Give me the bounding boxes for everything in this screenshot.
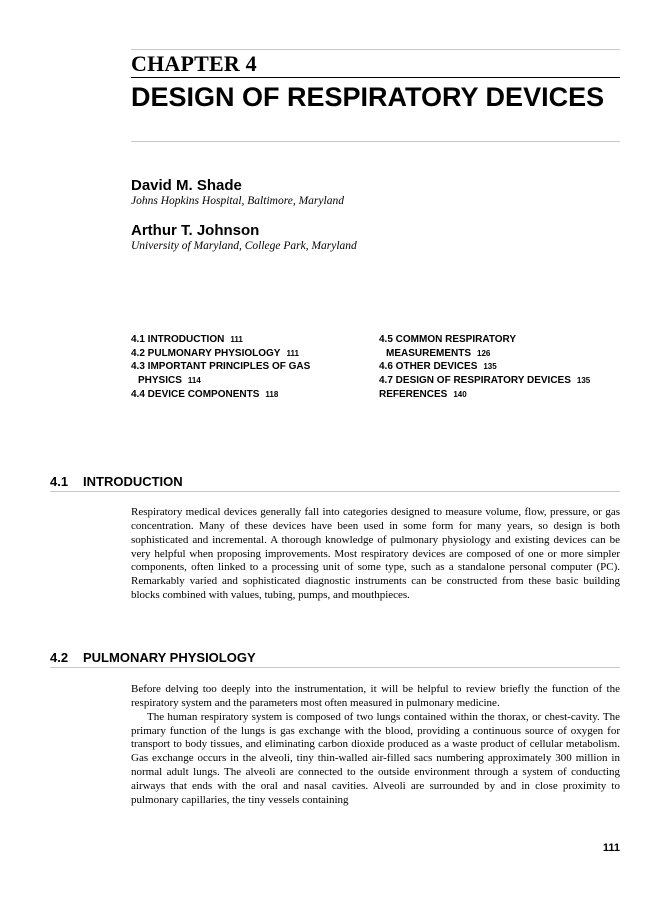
- toc-left-column: [131, 333, 371, 402]
- section-rule: [50, 491, 620, 492]
- top-rule: [131, 49, 620, 50]
- toc-entry[interactable]: [379, 388, 624, 402]
- toc-entry-page: 118: [265, 389, 279, 399]
- section-heading: [50, 650, 620, 665]
- title-rule: [131, 141, 620, 142]
- toc-entry-page: 111: [286, 348, 299, 358]
- toc-entry-page: 135: [576, 376, 591, 386]
- toc-entry-label: 4.6 OTHER DEVICES: [379, 361, 478, 373]
- toc-entry-label: 4.7 DESIGN OF RESPIRATORY DEVICES: [379, 375, 571, 387]
- section-title: PULMONARY PHYSIOLOGY: [83, 650, 256, 665]
- toc-entry-label: 4.4 DEVICE COMPONENTS: [131, 388, 260, 400]
- author-affiliation: Johns Hopkins Hospital, Baltimore, Maryland: [131, 195, 344, 207]
- toc-entry[interactable]: [379, 333, 624, 347]
- author-name: David M. Shade: [131, 177, 242, 194]
- toc-entry-label: REFERENCES: [379, 388, 448, 400]
- toc-entry-page: 135: [483, 362, 497, 372]
- section-body: [131, 683, 620, 808]
- toc-entry[interactable]: [131, 333, 371, 347]
- body-paragraph: Respiratory medical devices generally fall into categories designed to measure volume, flow, pressure, or gas concentration. Many of these devices have been used in some form for many years, so design is both sophisticated and incremental. A thorough knowledge of pulmonary physiology and existing devices can be very helpful when proposing improvements. Most respiratory devices are composed of one or more simpler components, often linked to a processing unit of some type, such as a standalone personal computer (PC). Remarkably varied and sophisticated diagnostic instruments can be constructed from these basic building blocks combined with values, tubing, pumps, and mouthpieces.: [131, 506, 620, 602]
- toc-entry[interactable]: [379, 360, 624, 374]
- toc-entry[interactable]: [379, 374, 624, 388]
- toc-entry-page: 114: [187, 376, 201, 386]
- section-heading: [50, 474, 620, 489]
- section-title: INTRODUCTION: [83, 474, 183, 489]
- section-rule: [50, 667, 620, 668]
- toc-entry-page: 126: [477, 348, 491, 358]
- toc-right-column: [379, 333, 624, 402]
- chapter-label: CHAPTER 4: [131, 51, 257, 76]
- page-number: 111: [602, 842, 620, 854]
- author-name: Arthur T. Johnson: [131, 222, 260, 239]
- toc-entry-continuation[interactable]: [131, 374, 371, 388]
- toc-entry-continuation[interactable]: [379, 347, 624, 361]
- section-number: 4.2: [50, 650, 69, 665]
- toc-entry[interactable]: [131, 388, 371, 402]
- toc-entry-label: 4.5 COMMON RESPIRATORY: [379, 334, 517, 345]
- section-number: 4.1: [50, 474, 69, 489]
- body-paragraph: The human respiratory system is composed of two lungs contained within the thorax, or chest-cavity. The primary function of the lungs is gas exchange with the blood, providing a continuous source of oxygen for transport to body tissues, and eliminating carbon dioxide produced as a waste product of cellular metabolism. Gas exchange occurs in the alveoli, tiny thin-walled air-filled sacs numbering approximately 300 million in normal adult lungs. The alveoli are connected to the outside environment through a system of conducting airways that ends with the oral and nasal cavities. Alveoli are surrounded by and in close proximity to pulmonary capillaries, the tiny vessels containing: [131, 710, 620, 806]
- toc-entry-label: 4.2 PULMONARY PHYSIOLOGY: [131, 347, 281, 359]
- toc-entry-page: 140: [453, 389, 467, 399]
- toc-entry-page: 111: [230, 335, 243, 344]
- toc-entry[interactable]: [131, 347, 371, 361]
- author-affiliation: University of Maryland, College Park, Maryland: [131, 240, 357, 252]
- toc-entry[interactable]: [131, 360, 371, 374]
- toc-entry-label: 4.1 INTRODUCTION: [131, 334, 225, 345]
- toc-entry-label: MEASUREMENTS: [386, 347, 472, 359]
- toc-entry-label: PHYSICS: [138, 375, 182, 387]
- body-paragraph: Before delving too deeply into the instrumentation, it will be helpful to review briefly the function of the respiratory system and the parameters most often measured in pulmonary medicine.: [131, 683, 620, 709]
- toc-entry-label: 4.3 IMPORTANT PRINCIPLES OF GAS: [131, 361, 311, 373]
- chapter-title: DESIGN OF RESPIRATORY DEVICES: [131, 82, 605, 112]
- chapter-rule: [131, 77, 620, 78]
